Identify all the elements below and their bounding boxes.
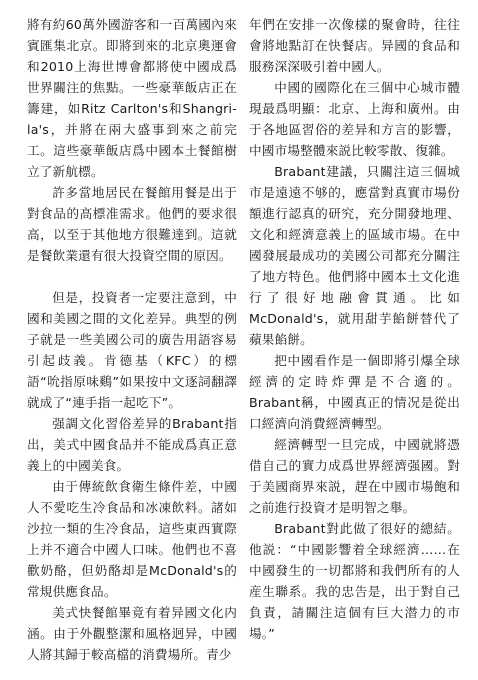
- paragraph-brabant-summary: Brabant對此做了很好的總結。他説：“中國影響着全球經濟……在中國發生的一切都將和我們所有的人産生聯系。我的忠告是，出于對自己負責，請關注這個有巨大潜力的市場。”: [249, 521, 460, 641]
- paragraph-economic-power: 經濟轉型一旦完成，中國就將憑借自己的實力成爲世界經濟强國。對于美國商界來説，趕在中國市場飽和之前進行投資才是明智之舉。: [249, 437, 460, 515]
- paragraph-brabant-customs: 强調文化習俗差异的Brabant指出，美式中國食品并不能成爲真正意義上的中國美食。: [27, 416, 237, 473]
- paragraph-cultural-differences: 但是，投資者一定要注意到，中國和美國之間的文化差异。典型的例子就是一些美國公司的廣告用語容易引起歧義。肯德基（KFC）的標語“吮指原味鷄”如果按中文逐詞翻譯就成了“連手指一起吃下”。: [27, 290, 237, 410]
- paragraph-local-diners: 許多當地居民在餐館用餐是出于對食品的高標准需求。他們的要求很高，以至于其他地方很難達到。這就是餐飲業還有很大投資空間的原因。: [27, 185, 237, 263]
- paragraph-olympics-guests: 將有約60萬外國游客和一百萬國內來賓匯集北京。即將到來的北京奧運會和2010上海世博會都將使中國成爲世界關注的焦點。一些豪華飯店正在籌建，如Ritz Carlton's和Shangri-la's，并將在兩大盛事到來之前完工。這些豪華飯店爲中國本土餐館樹立了新航標。: [27, 17, 237, 179]
- paragraph-food-hygiene: 由于傳統飲食衛生條件差，中國人不愛吃生冷食品和冰凍飲料。諸如沙拉一類的生冷食品，這些東西實際上并不適合中國人口味。他們也不喜歡奶酪，但奶酪却是McDonald's的常規供應食品。: [27, 479, 237, 599]
- paragraph-three-cities: 中國的國際化在三個中心城市體現最爲明顯：北京、上海和廣州。由于各地區習俗的差异和方言的影響，中國市場整體來説比較零散、復雜。: [249, 80, 460, 158]
- right-column: [249, 14, 460, 644]
- paragraph-fast-food-culture: 美式快餐館畢竟有着异國文化内涵。由于外觀整潔和風格迥异，中國人將其歸于較高檔的消費場所。青少: [27, 605, 237, 662]
- paragraph-economic-transition: 把中國看作是一個即將引爆全球經濟的定時炸彈是不合適的。Brabant稱，中國真正的情况是從出口經濟向消費經濟轉型。: [249, 353, 460, 431]
- left-column: [27, 14, 237, 665]
- paragraph-spacer: [27, 266, 237, 287]
- paragraph-youth-parties: 年們在安排一次像樣的聚會時，往往會將地點訂在快餐店。异國的食品和服務深深吸引着中國人。: [249, 17, 460, 74]
- paragraph-regional-markets: Brabant建議，只關注這三個城市是遠遠不够的，應當對真實市場份額進行認真的研究，充分開發地理、文化和經濟意義上的區域市場。在中國發展最成功的美國公司都充分關注了地方特色。他們將中國本土文化進行了很好地融會貫通。比如McDonald's，就用甜芋餡餅替代了蘋果餡餅。: [249, 164, 460, 347]
